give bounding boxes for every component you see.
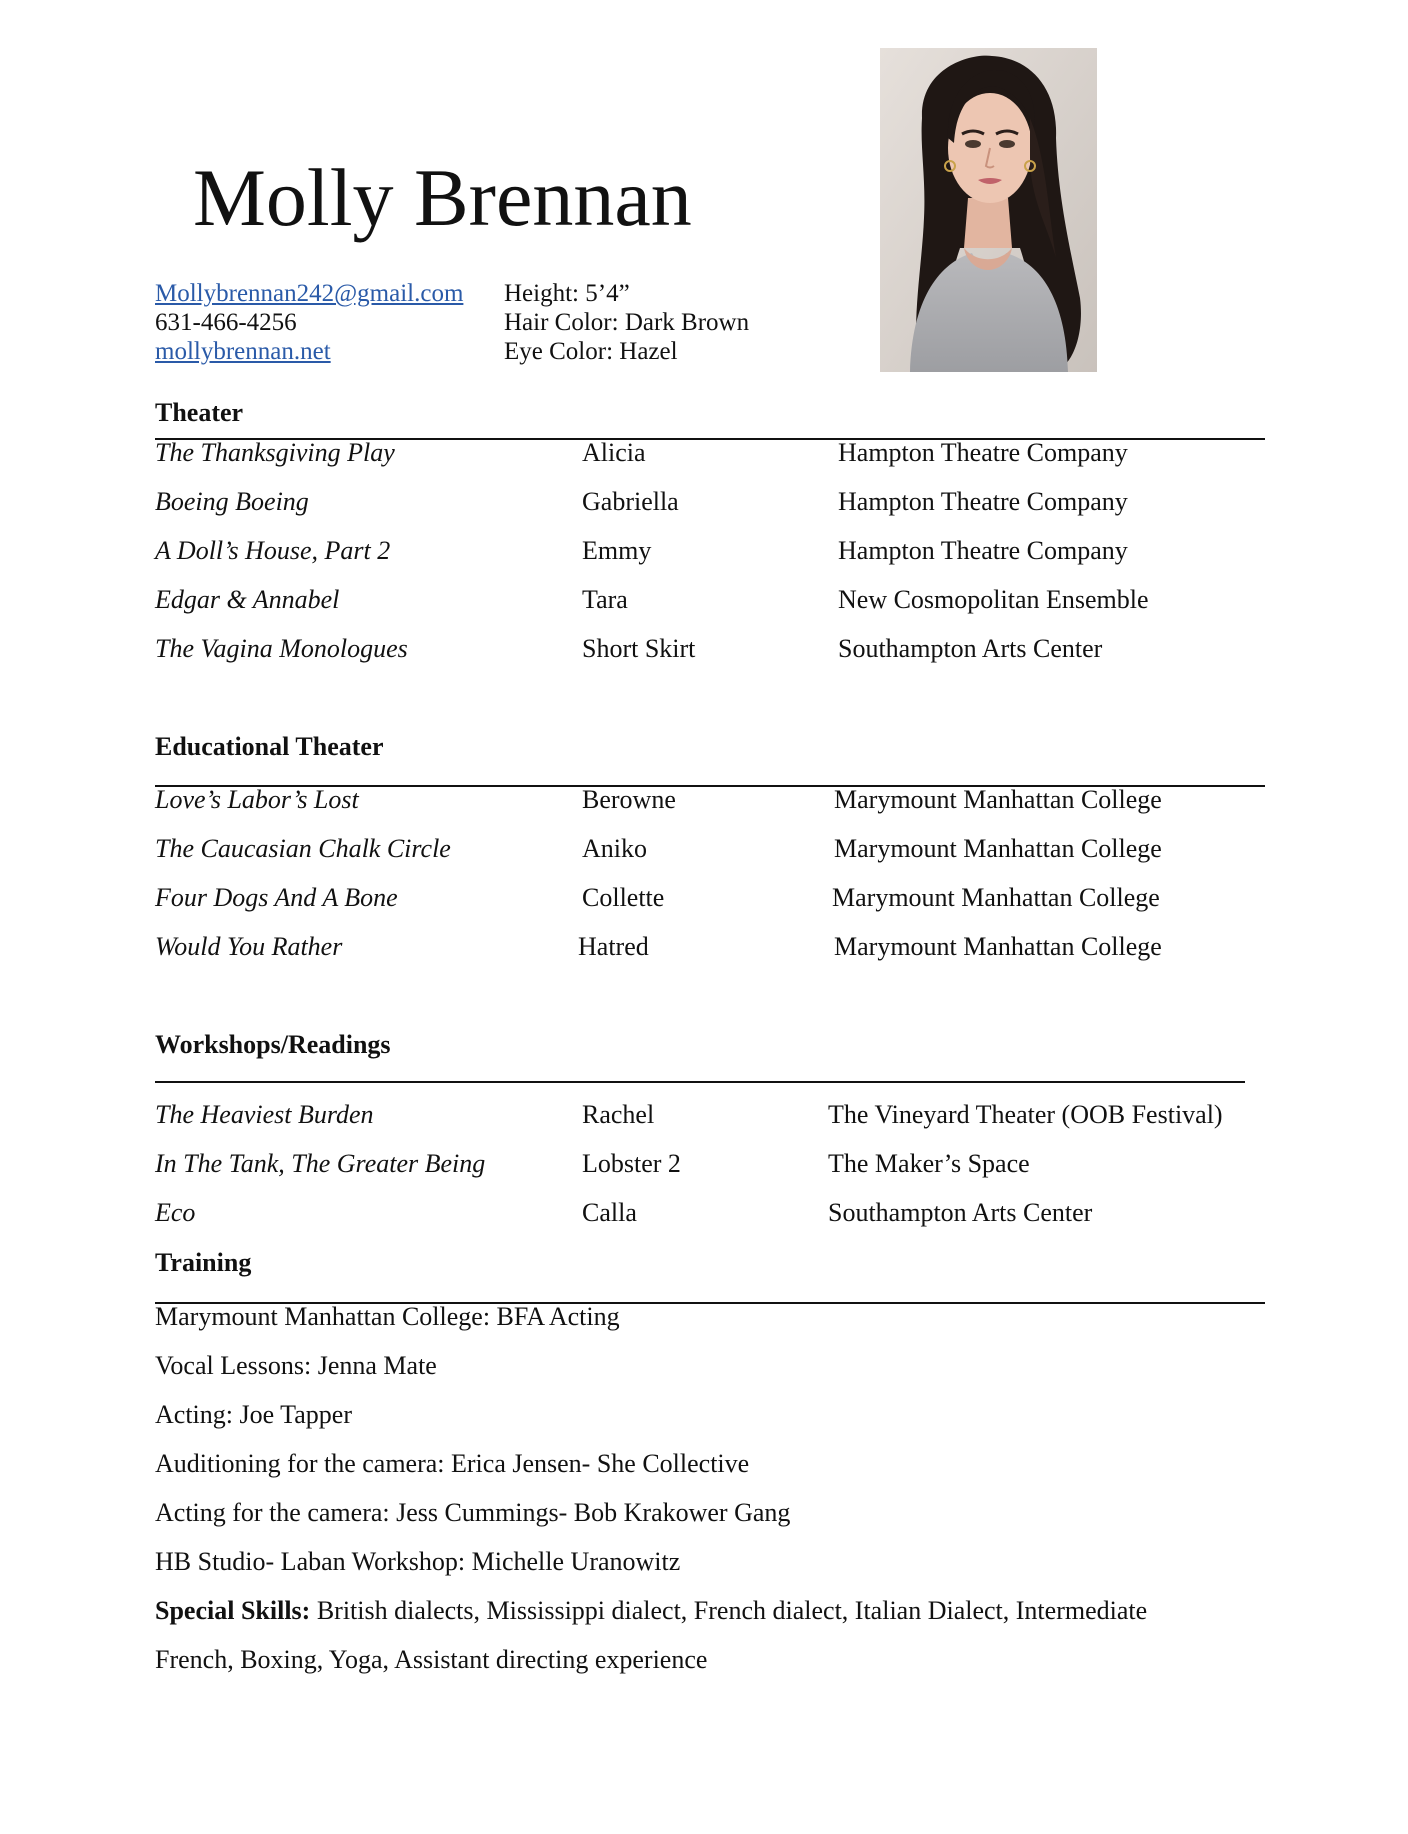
training-entry: Acting for the camera: Jess Cummings- Bob Krakower Gang [155, 1498, 791, 1527]
credit-company: Hampton Theatre Company [838, 536, 1128, 565]
credit-role: Rachel [582, 1100, 655, 1129]
credit-show: The Vagina Monologues [155, 634, 408, 663]
special-skills-label: Special Skills: [155, 1596, 311, 1625]
section-title-theater: Theater [155, 398, 244, 427]
credit-company: The Maker’s Space [828, 1149, 1030, 1178]
email-link[interactable]: Mollybrennan242@gmail.com [155, 280, 464, 307]
credit-role: Calla [582, 1198, 637, 1227]
credit-role: Emmy [582, 536, 652, 565]
section-title-training: Training [155, 1248, 252, 1277]
section-title-workshops: Workshops/Readings [155, 1030, 391, 1059]
credit-show: Love’s Labor’s Lost [155, 785, 359, 814]
credit-show: The Heaviest Burden [155, 1100, 374, 1129]
credit-show: The Thanksgiving Play [155, 438, 395, 467]
credit-show: Edgar & Annabel [155, 585, 340, 614]
special-skills-line [155, 1596, 1147, 1626]
hair-color-stat: Hair Color: Dark Brown [504, 309, 750, 336]
credit-show: Four Dogs And A Bone [155, 883, 398, 912]
credit-company: Hampton Theatre Company [838, 438, 1128, 467]
eye-color-stat: Eye Color: Hazel [504, 338, 678, 365]
credit-show: The Caucasian Chalk Circle [155, 834, 451, 863]
credit-show: In The Tank, The Greater Being [155, 1149, 486, 1178]
training-entry: Vocal Lessons: Jenna Mate [155, 1351, 437, 1380]
credit-company: Marymount Manhattan College [832, 883, 1160, 912]
training-entry: Auditioning for the camera: Erica Jensen- She Collective [155, 1449, 750, 1478]
training-entry: Acting: Joe Tapper [155, 1400, 352, 1429]
performer-name: Molly Brennan [193, 152, 692, 243]
phone-number: 631-466-4256 [155, 309, 297, 336]
credit-company: New Cosmopolitan Ensemble [838, 585, 1149, 614]
credit-role: Aniko [582, 834, 647, 863]
height-stat: Height: 5’4” [504, 280, 630, 307]
training-entry: HB Studio- Laban Workshop: Michelle Uranowitz [155, 1547, 681, 1576]
credit-role: Hatred [578, 932, 649, 961]
special-skills-continuation: French, Boxing, Yoga, Assistant directing experience [155, 1645, 708, 1674]
credit-role: Tara [582, 585, 628, 614]
credit-role: Short Skirt [582, 634, 696, 663]
credit-role: Gabriella [582, 487, 679, 516]
credit-role: Lobster 2 [582, 1149, 681, 1178]
credit-company: Southampton Arts Center [828, 1198, 1093, 1227]
credit-company: Southampton Arts Center [838, 634, 1103, 663]
credit-role: Berowne [582, 785, 676, 814]
credit-show: Eco [155, 1198, 196, 1227]
credit-role: Collette [582, 883, 665, 912]
credit-company: Marymount Manhattan College [834, 785, 1162, 814]
special-skills-text: British dialects, Mississippi dialect, French dialect, Italian Dialect, Intermediate [316, 1596, 1148, 1625]
credit-show: A Doll’s House, Part 2 [155, 536, 391, 565]
credit-company: Hampton Theatre Company [838, 487, 1128, 516]
credit-company: The Vineyard Theater (OOB Festival) [828, 1100, 1223, 1129]
credit-show: Boeing Boeing [155, 487, 309, 516]
headshot-photo [880, 48, 1097, 372]
credit-role: Alicia [582, 438, 646, 467]
training-entry: Marymount Manhattan College: BFA Acting [155, 1302, 620, 1331]
credit-company: Marymount Manhattan College [834, 932, 1162, 961]
section-title-educational: Educational Theater [155, 732, 384, 761]
website-link[interactable]: mollybrennan.net [155, 338, 331, 365]
section-divider [155, 1081, 1245, 1083]
credit-show: Would You Rather [155, 932, 343, 961]
credit-company: Marymount Manhattan College [834, 834, 1162, 863]
